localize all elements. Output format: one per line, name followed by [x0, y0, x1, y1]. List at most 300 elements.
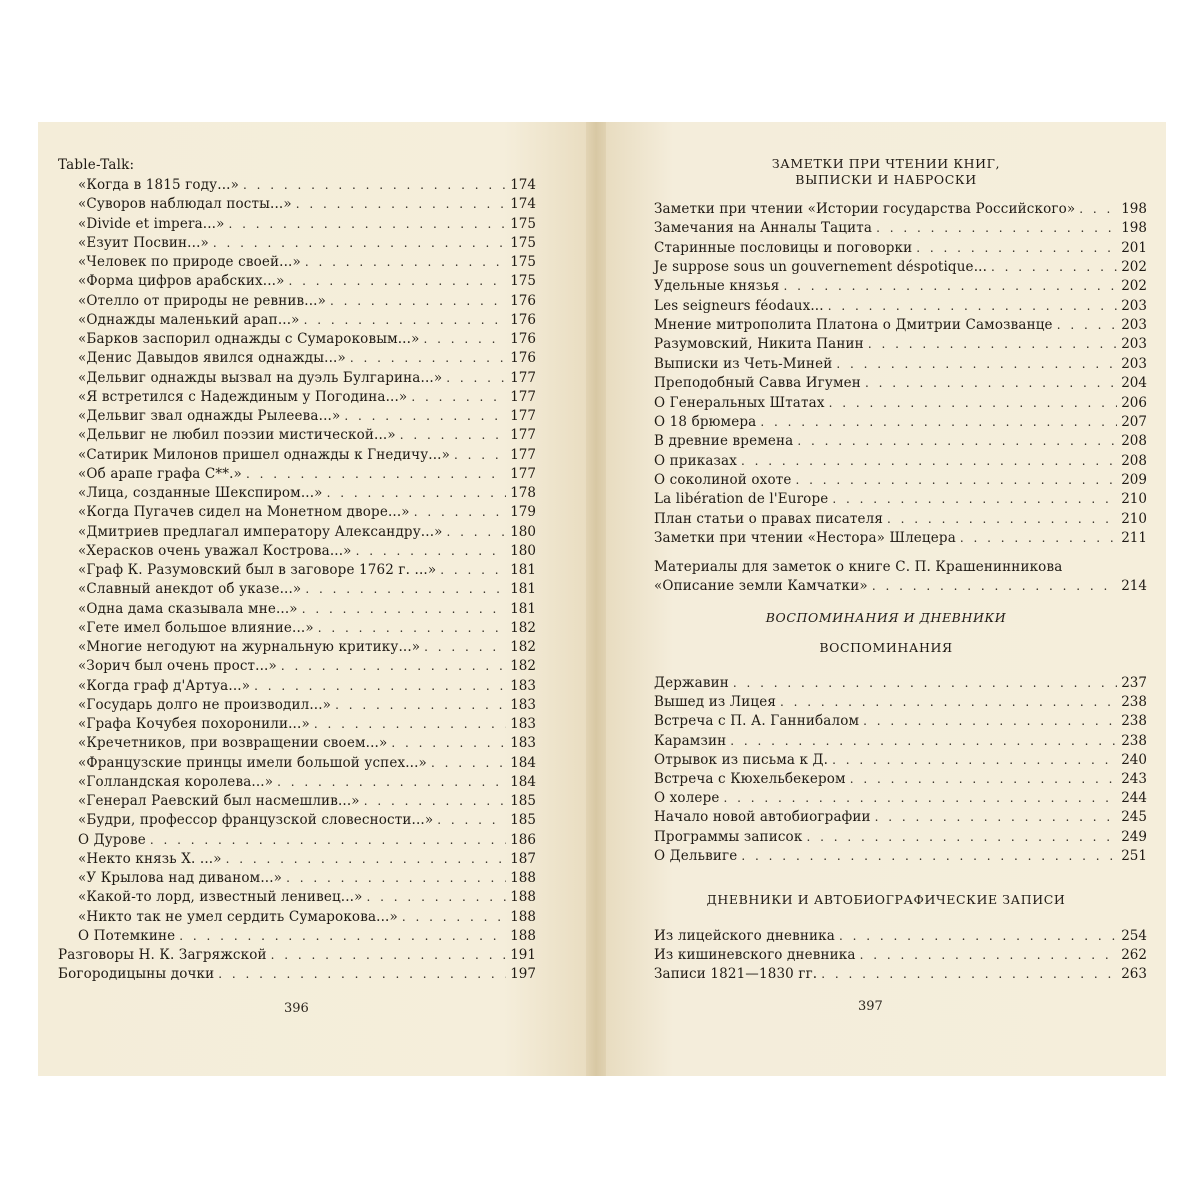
toc-entry-title: Разумовский, Никита Панин	[654, 336, 864, 353]
toc-entry-page: 176	[510, 350, 536, 367]
dot-leader	[865, 374, 1117, 393]
dot-leader	[286, 869, 506, 888]
toc-entry-title: «Графа Кочубея похоронили...»	[78, 716, 310, 732]
dot-leader	[414, 503, 506, 522]
dot-leader	[281, 657, 506, 676]
toc-entry[interactable]	[78, 503, 536, 522]
toc-entry-title: Карамзин	[654, 732, 727, 749]
toc-entry-page: 183	[510, 677, 536, 694]
toc-entry-title: «Езуит Посвин...»	[78, 234, 209, 251]
toc-entry[interactable]	[654, 946, 1147, 965]
page-number-left: 396	[284, 1001, 309, 1016]
toc-entry-title: Встреча с Кюхельбекером	[654, 771, 846, 787]
toc-entry-page: 182	[510, 619, 536, 636]
toc-entry-title: «Суворов наблюдал посты...»	[78, 196, 292, 213]
dot-leader	[724, 789, 1118, 808]
toc-entry-title: «Когда Пугачев сидел на Монетном дворе...»	[78, 504, 410, 521]
toc-entry[interactable]	[78, 272, 536, 291]
dot-leader	[431, 754, 506, 773]
toc-entry-page: 251	[1121, 847, 1147, 864]
toc-entry-page: 177	[510, 408, 536, 424]
toc-entry-title: «Генерал Раевский был насмешлив...»	[78, 793, 360, 809]
toc-entry[interactable]	[654, 413, 1147, 432]
book-spread	[38, 122, 1166, 1076]
toc-entry[interactable]	[78, 927, 536, 946]
toc-entry-title: Вышед из Лицея	[654, 694, 777, 711]
dot-leader	[828, 297, 1117, 316]
toc-entry-page: 238	[1121, 713, 1147, 730]
toc-entry[interactable]	[654, 432, 1147, 451]
dot-leader	[1079, 200, 1117, 219]
toc-entry-page: 262	[1121, 947, 1147, 964]
dot-leader	[424, 638, 506, 657]
toc-entry-page: 186	[510, 831, 536, 848]
dot-leader	[821, 965, 1117, 984]
toc-entry-page: 184	[510, 773, 536, 790]
toc-entry[interactable]	[78, 465, 536, 484]
dot-leader	[213, 234, 506, 253]
toc-entry-page: 238	[1121, 694, 1147, 711]
toc-entry-page: 182	[510, 639, 536, 655]
toc-entry-title: «Денис Давыдов явился однажды...»	[78, 350, 346, 367]
dot-leader	[304, 311, 506, 330]
toc-entry-page: 188	[510, 889, 536, 906]
dot-leader	[305, 253, 506, 272]
toc-entry-title: «Многие негодуют на журнальную критику...»	[78, 639, 421, 655]
toc-entry[interactable]	[78, 831, 536, 850]
page-number-right: 397	[858, 999, 883, 1014]
toc-entry[interactable]	[78, 773, 536, 792]
dot-leader	[330, 292, 506, 311]
dot-leader	[400, 426, 506, 445]
toc-entry-page: 209	[1121, 471, 1147, 488]
toc-entry-page: 202	[1121, 259, 1147, 276]
toc-entry[interactable]	[654, 297, 1147, 316]
toc-entry[interactable]	[654, 529, 1147, 548]
dot-leader	[876, 219, 1117, 238]
dot-leader	[836, 355, 1117, 374]
toc-entry[interactable]	[78, 792, 536, 811]
toc-entry-title: «Будри, профессор французской словесности...»	[78, 812, 434, 829]
dot-leader	[875, 808, 1117, 827]
toc-entry-page: 263	[1121, 966, 1147, 983]
toc-entry[interactable]	[78, 176, 536, 195]
toc-entry-title: «У Крылова над диваном...»	[78, 870, 283, 886]
toc-entry[interactable]	[78, 754, 536, 773]
dot-leader	[991, 258, 1117, 277]
dot-leader	[832, 751, 1117, 770]
toc-entry[interactable]	[654, 394, 1147, 413]
toc-entry-page: 203	[1121, 355, 1147, 372]
toc-entry[interactable]	[78, 600, 536, 619]
toc-entry-title: О соколиной охоте	[654, 471, 792, 488]
toc-entry[interactable]	[78, 888, 536, 907]
toc-entry-title: «Какой-то лорд, известный ленивец...»	[78, 889, 363, 906]
toc-entry[interactable]	[654, 712, 1147, 731]
toc-entry-page: 211	[1121, 529, 1147, 546]
toc-entry[interactable]	[654, 219, 1147, 238]
toc-entry-title: Державин	[654, 675, 729, 691]
toc-entry[interactable]	[58, 965, 536, 984]
dot-leader	[960, 529, 1117, 548]
toc-entry-page: 214	[1121, 578, 1147, 594]
toc-entry[interactable]	[654, 258, 1147, 277]
dot-leader	[850, 770, 1117, 789]
dot-leader	[741, 847, 1117, 866]
dot-leader	[760, 413, 1117, 432]
toc-entry[interactable]	[654, 335, 1147, 354]
toc-entry-title: Заметки при чтении «Истории государства Российского»	[654, 201, 1076, 217]
dot-leader	[335, 696, 506, 715]
toc-entry-page: 202	[1121, 278, 1147, 295]
toc-entry-page: 244	[1121, 790, 1147, 807]
dot-leader	[446, 369, 506, 388]
toc-entry-page: 183	[510, 735, 536, 752]
toc-entry-page: 177	[510, 369, 536, 386]
dot-leader	[391, 734, 506, 753]
dot-leader	[887, 510, 1117, 529]
toc-entry-page: 175	[510, 254, 536, 270]
toc-entry[interactable]	[78, 580, 536, 599]
toc-entry-page: 175	[510, 273, 536, 290]
toc-entry-title: «Одна дама сказывала мне...»	[78, 600, 298, 617]
toc-entry[interactable]	[654, 316, 1147, 335]
toc-entry-title: О Потемкине	[78, 927, 176, 944]
toc-entry-page: 177	[510, 388, 536, 405]
dot-leader	[783, 277, 1117, 296]
toc-entry-page: 198	[1121, 201, 1147, 217]
toc-entry-title: «Divide et impera...»	[78, 215, 225, 232]
toc-entry-page: 198	[1121, 220, 1147, 237]
toc-entry[interactable]	[78, 811, 536, 830]
toc-entry-title: О 18 брюмера	[654, 413, 757, 430]
toc-entry-page: 176	[510, 331, 536, 347]
toc-entry-materials-line2[interactable]	[654, 577, 1147, 596]
toc-entry-title: Отрывок из письма к Д.	[654, 751, 829, 768]
dot-leader	[243, 176, 506, 195]
toc-entry[interactable]	[78, 349, 536, 368]
toc-entry-page: 176	[510, 292, 536, 309]
dot-leader	[1057, 316, 1117, 335]
toc-entry-title: «Когда в 1815 году...»	[78, 177, 239, 193]
toc-entry[interactable]	[654, 828, 1147, 847]
dot-leader	[411, 388, 506, 407]
toc-entry-page: 180	[510, 523, 536, 540]
dot-leader	[832, 490, 1117, 509]
toc-entry-title: Je suppose sous un gouvernement déspotique...	[654, 259, 988, 276]
toc-entry[interactable]	[58, 946, 536, 965]
toc-entry[interactable]	[654, 200, 1147, 219]
toc-entry[interactable]	[78, 869, 536, 888]
dot-leader	[327, 484, 506, 503]
toc-entry[interactable]	[78, 330, 536, 349]
toc-entry-page: 203	[1121, 317, 1147, 334]
toc-entry-title: «Славный анекдот об указе...»	[78, 581, 302, 598]
toc-entry-title: «Барков заспорил однажды с Сумароковым...»	[78, 331, 420, 347]
toc-entry-page: 177	[510, 427, 536, 444]
dot-leader	[218, 965, 506, 984]
toc-entry-page: 181	[510, 600, 536, 617]
toc-entry[interactable]	[78, 388, 536, 407]
toc-entry-page: 203	[1121, 297, 1147, 314]
toc-entry-page: 206	[1121, 394, 1147, 411]
dot-leader	[344, 407, 506, 426]
toc-entry-page: 174	[510, 196, 536, 213]
toc-entry-page: 254	[1121, 928, 1147, 944]
toc-entry-page: 185	[510, 812, 536, 829]
dot-leader	[305, 580, 506, 599]
toc-entry[interactable]	[654, 490, 1147, 509]
toc-entry-title: «Я встретился с Надеждиным у Погодина...»	[78, 388, 408, 405]
toc-entry[interactable]	[654, 751, 1147, 770]
section-label-table-talk: Table-Talk:	[58, 157, 135, 173]
toc-entry[interactable]	[78, 542, 536, 561]
toc-entry-title: О холере	[654, 790, 720, 807]
toc-entry[interactable]	[78, 715, 536, 734]
toc-entry[interactable]	[654, 927, 1147, 946]
dot-leader	[730, 732, 1117, 751]
toc-entry-title: «Некто князь Х. ...»	[78, 850, 222, 867]
dot-leader	[318, 619, 506, 638]
toc-entry[interactable]	[78, 292, 536, 311]
dot-leader	[367, 888, 506, 907]
toc-entry[interactable]	[654, 847, 1147, 866]
toc-entry-title: В древние времена	[654, 433, 794, 450]
dot-leader	[872, 577, 1117, 596]
toc-entry-title: «Кречетников, при возвращении своем...»	[78, 735, 388, 752]
dot-leader	[780, 693, 1117, 712]
toc-entry-title: «Гете имел большое влияние...»	[78, 619, 314, 636]
toc-entry-title: О Дурове	[78, 831, 146, 848]
dot-leader	[440, 561, 506, 580]
dot-leader	[356, 542, 506, 561]
dot-leader	[860, 946, 1117, 965]
toc-entry-page: 180	[510, 542, 536, 559]
toc-entry-title: Встреча с П. А. Ганнибалом	[654, 713, 860, 730]
toc-entry-page: 208	[1121, 452, 1147, 469]
dot-leader	[226, 850, 506, 869]
toc-entry-page: 178	[510, 485, 536, 501]
dot-leader	[364, 792, 506, 811]
toc-entry[interactable]	[654, 277, 1147, 296]
dot-leader	[179, 927, 506, 946]
toc-entry-title: Материалы для заметок о книге С. П. Крашенинникова	[654, 559, 1063, 575]
dot-leader	[868, 335, 1117, 354]
toc-entry-page: 184	[510, 754, 536, 771]
toc-entry[interactable]	[654, 965, 1147, 984]
toc-entry-title: «Дмитриев предлагал императору Александру...»	[78, 523, 443, 540]
toc-entry[interactable]	[78, 850, 536, 869]
toc-entry-title: Из кишиневского дневника	[654, 947, 856, 964]
toc-entry[interactable]	[78, 677, 536, 696]
toc-entry-title: «Отелло от природы не ревнив...»	[78, 292, 327, 309]
dot-leader	[402, 908, 506, 927]
dot-leader	[733, 674, 1117, 693]
left-page	[38, 122, 586, 1076]
dot-leader	[296, 195, 506, 214]
toc-entry-title: «Зорич был очень прост...»	[78, 658, 277, 675]
section-heading-memoirs: ВОСПОМИНАНИЯ И ДНЕВНИКИ	[765, 610, 1007, 625]
toc-entry[interactable]	[654, 510, 1147, 529]
toc-entry-title: Из лицейского дневника	[654, 928, 835, 944]
toc-entry-materials-line1[interactable]	[654, 558, 1126, 577]
book-gutter	[586, 122, 606, 1076]
toc-entry[interactable]	[78, 657, 536, 676]
toc-entry-page: 181	[510, 562, 536, 578]
toc-entry-title: «Дельвиг не любил поэзии мистической...»	[78, 427, 396, 444]
subheading-memoirs: ВОСПОМИНАНИЯ	[819, 640, 953, 655]
toc-entry-title: Замечания на Анналы Тацита	[654, 220, 873, 237]
toc-entry-page: 240	[1121, 751, 1147, 768]
section-heading-notes-line1: ЗАМЕТКИ ПРИ ЧТЕНИИ КНИГ,	[771, 156, 1001, 171]
toc-entry-title: «Никто так не умел сердить Сумарокова...»	[78, 908, 398, 925]
dot-leader	[271, 946, 506, 965]
toc-entry-page: 175	[510, 234, 536, 251]
toc-entry-title: О Генеральных Штатах	[654, 394, 825, 411]
toc-entry-title: Мнение митрополита Платона о Дмитрии Самозванце	[654, 317, 1053, 334]
toc-entry-title: План статьи о правах писателя	[654, 510, 884, 527]
toc-entry[interactable]	[654, 239, 1147, 258]
toc-entry[interactable]	[78, 619, 536, 638]
toc-entry-page: 177	[510, 465, 536, 482]
toc-entry[interactable]	[654, 355, 1147, 374]
toc-entry-title: Программы записок	[654, 828, 803, 845]
toc-entry-title: «Форма цифров арабских...»	[78, 273, 285, 290]
toc-entry-title: «Дельвиг звал однажды Рылеева...»	[78, 408, 341, 424]
toc-entry[interactable]	[78, 311, 536, 330]
toc-entry[interactable]	[654, 471, 1147, 490]
toc-entry-page: 175	[510, 215, 536, 232]
toc-entry-title: Старинные пословицы и поговорки	[654, 239, 913, 256]
dot-leader	[437, 811, 506, 830]
toc-entry-title: «Голландская королева...»	[78, 773, 274, 790]
toc-entry-title: «Сатирик Милонов пришел однажды к Гнедичу...»	[78, 446, 451, 463]
toc-entry-page: 237	[1121, 675, 1147, 691]
dot-leader	[314, 715, 506, 734]
toc-entry-title: «Лица, созданные Шекспиром...»	[78, 485, 323, 501]
toc-entry[interactable]	[654, 770, 1147, 789]
dot-leader	[423, 330, 506, 349]
toc-entry[interactable]	[78, 484, 536, 503]
toc-entry-title: Начало новой автобиографии	[654, 809, 871, 826]
toc-entry-title: Разговоры Н. К. Загряжской	[58, 947, 267, 963]
toc-entry-page: 182	[510, 658, 536, 675]
toc-entry[interactable]	[78, 908, 536, 927]
toc-entry-title: «Об арапе графа С**.»	[78, 465, 242, 482]
dot-leader	[229, 215, 506, 234]
toc-entry[interactable]	[78, 696, 536, 715]
toc-entry-title: Les seigneurs féodaux...	[654, 297, 824, 314]
toc-entry-page: 201	[1121, 239, 1147, 256]
toc-entry-page: 204	[1121, 375, 1147, 392]
toc-entry-title: Богородицыны дочки	[58, 966, 215, 983]
toc-entry-title: Заметки при чтении «Нестора» Шлецера	[654, 529, 956, 546]
toc-entry[interactable]	[78, 407, 536, 426]
toc-entry-page: 187	[510, 850, 536, 867]
toc-entry[interactable]	[78, 369, 536, 388]
dot-leader	[916, 239, 1117, 258]
toc-entry[interactable]	[78, 446, 536, 465]
toc-entry-page: 181	[510, 581, 536, 598]
toc-entry-page: 203	[1121, 336, 1147, 353]
section-heading-notes-line2: ВЫПИСКИ И НАБРОСКИ	[795, 172, 977, 187]
toc-entry-page: 185	[510, 793, 536, 809]
dot-leader	[797, 432, 1117, 451]
toc-entry-page: 176	[510, 311, 536, 328]
toc-entry[interactable]	[78, 561, 536, 580]
toc-entry-title: О приказах	[654, 452, 738, 469]
toc-entry-title: «Государь долго не производил...»	[78, 696, 332, 713]
toc-entry-page: 208	[1121, 433, 1147, 450]
toc-entry[interactable]	[78, 215, 536, 234]
toc-entry-page: 238	[1121, 732, 1147, 749]
toc-entry[interactable]	[78, 638, 536, 657]
toc-entry-title: «Дельвиг однажды вызвал на дуэль Булгарина...»	[78, 369, 443, 386]
toc-entry-title: «Человек по природе своей...»	[78, 254, 301, 270]
toc-entry-title: Преподобный Савва Игумен	[654, 375, 861, 392]
toc-entry[interactable]	[654, 452, 1147, 471]
dot-leader	[150, 831, 506, 850]
toc-entry-title: «Описание земли Камчатки»	[654, 578, 868, 594]
dot-leader	[863, 712, 1117, 731]
toc-entry[interactable]	[654, 693, 1147, 712]
toc-entry[interactable]	[654, 374, 1147, 393]
toc-entry-page: 191	[510, 947, 536, 963]
toc-entry-page: 243	[1121, 771, 1147, 787]
dot-leader	[277, 773, 506, 792]
toc-entry[interactable]	[78, 523, 536, 542]
toc-entry[interactable]	[78, 426, 536, 445]
toc-entry-page: 188	[510, 908, 536, 925]
toc-entry[interactable]	[78, 234, 536, 253]
toc-entry[interactable]	[78, 253, 536, 272]
toc-entry-title: Записи 1821—1830 гг.	[654, 966, 818, 983]
dot-leader	[447, 523, 506, 542]
toc-entry[interactable]	[78, 734, 536, 753]
toc-entry-page: 197	[510, 966, 536, 983]
toc-entry-title: «Когда граф д'Артуа...»	[78, 677, 251, 694]
toc-entry-page: 207	[1121, 413, 1147, 430]
toc-entry-title: «Французские принцы имели большой успех...»	[78, 754, 427, 771]
toc-entry-title: Удельные князья	[654, 278, 780, 295]
toc-entry-page: 183	[510, 716, 536, 732]
toc-entry-page: 188	[510, 870, 536, 886]
toc-entry-page: 174	[510, 177, 536, 193]
toc-entry-page: 183	[510, 696, 536, 713]
dot-leader	[795, 471, 1117, 490]
toc-entry-page: 188	[510, 927, 536, 944]
subheading-diaries: ДНЕВНИКИ И АВТОБИОГРАФИЧЕСКИЕ ЗАПИСИ	[706, 892, 1066, 907]
dot-leader	[246, 465, 506, 484]
toc-entry-page: 249	[1121, 828, 1147, 845]
dot-leader	[254, 677, 506, 696]
toc-entry-page: 177	[510, 446, 536, 463]
toc-entry[interactable]	[654, 674, 1147, 693]
toc-entry[interactable]	[78, 195, 536, 214]
toc-entry-title: La libération de l'Europe	[654, 491, 829, 508]
toc-entry[interactable]	[654, 732, 1147, 751]
toc-entry-title: Выписки из Четь-Миней	[654, 355, 833, 372]
toc-entry-page: 245	[1121, 809, 1147, 826]
dot-leader	[829, 394, 1117, 413]
toc-entry-page: 210	[1121, 491, 1147, 508]
dot-leader	[350, 349, 506, 368]
toc-entry[interactable]	[654, 808, 1147, 827]
dot-leader	[302, 600, 506, 619]
toc-entry-page: 210	[1121, 510, 1147, 527]
toc-entry-title: «Херасков очень уважал Кострова...»	[78, 542, 352, 559]
toc-entry[interactable]	[654, 789, 1147, 808]
